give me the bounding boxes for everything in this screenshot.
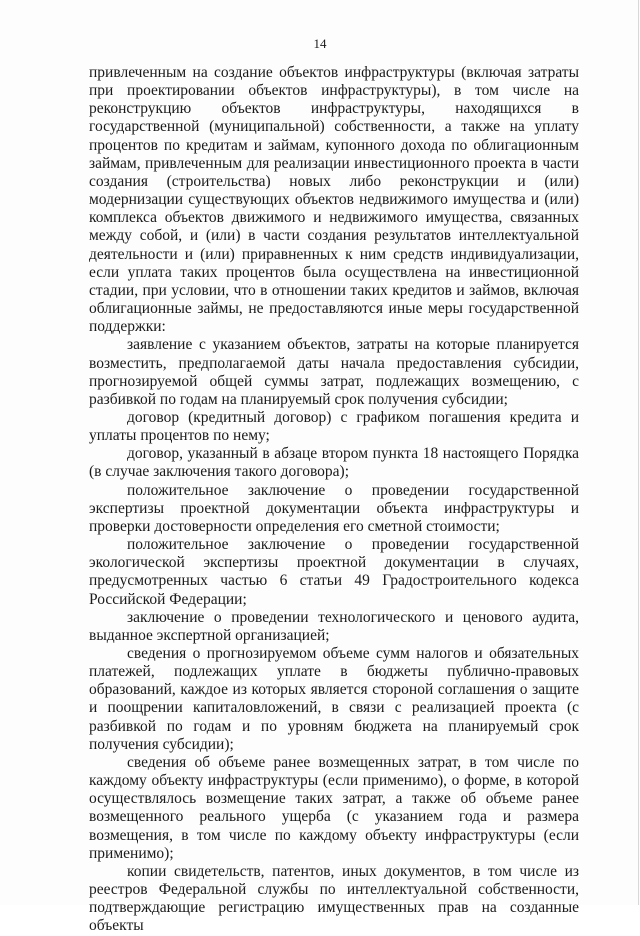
paragraph-ip-certificates: копии свидетельств, патентов, иных документов, в том числе из реестров Федеральной службы по интеллектуальной собственности, подтверждающие регистрацию имущественных прав на созданные объекты	[89, 862, 579, 935]
paragraph-application-statement: заявление с указанием объектов, затраты на которые планируется возместить, предполагаемой даты начала предоставления субсидии, прогнозируемой общей суммы затрат, подлежащих возмещению, с разбивкой по годам на планируемый срок получения субсидии;	[89, 336, 579, 408]
paragraph-tax-forecast: сведения о прогнозируемом объеме сумм налогов и обязательных платежей, подлежащих уплате в бюджеты публично-правовых образований, каждое из которых является стороной соглашения о защите и поощрении капиталовложений, в связи с реализацией проекта (с разбивкой по годам и по уровням бюджета на планируемый срок получения субсидии);	[89, 645, 579, 753]
page-number: 14	[313, 36, 327, 51]
paragraph-price-audit: заключение о проведении технологического и ценового аудита, выданное экспертной организацией;	[89, 608, 579, 644]
paragraph-ecological-expertise: положительное заключение о проведении государственной экологической экспертизы проектной документации в случаях, предусмотренных частью 6 статьи 49 Градостроительного кодекса Российской Федерации;	[89, 536, 579, 608]
paragraph-state-expertise: положительное заключение о проведении государственной экспертизы проектной документации объекта инфраструктуры и проверки достоверности определения его сметной стоимости;	[89, 481, 579, 535]
paragraph-credit-agreement: договор (кредитный договор) с графиком погашения кредита и уплаты процентов по нему;	[89, 408, 579, 445]
paragraph-clause-18-agreement: договор, указанный в абзаце втором пункта 18 настоящего Порядка (в случае заключения такого договора);	[89, 445, 579, 481]
page-edge-divider	[638, 0, 639, 905]
paragraph-continuation: привлеченным на создание объектов инфраструктуры (включая затраты при проектировании объектов инфраструктуры), в том числе на реконструкцию объектов инфраструктуры, находящихся в государственной (муниципальной) собственности, а также на уплату процентов по кредитам и займам, купонного дохода по облигационным займам, привлеченным для реализации инвестиционного проекта в части создания (строительства) новых либо реконструкции и (или) модернизации существующих объектов недвижимого имущества и (или) комплекса объектов движимого и недвижимого имущества, связанных между собой, и (или) в части создания результатов интеллектуальной деятельности и (или) приравненных к ним средств индивидуализации, если уплата таких процентов была осуществлена на инвестиционной стадии, при условии, что в отношении таких кредитов и займов, включая облигационные займы, не предоставляются иные меры государственной поддержки:	[89, 64, 579, 336]
paragraph-reimbursed-costs: сведения об объеме ранее возмещенных затрат, в том числе по каждому объекту инфраструктуры (если применимо), о форме, в которой осуществлялось возмещение таких затрат, а также об объеме ранее возмещенного реального ущерба (с указанием года и размера возмещения, в том числе по каждому объекту инфраструктуры (если применимо);	[89, 753, 579, 862]
document-body	[89, 64, 579, 936]
